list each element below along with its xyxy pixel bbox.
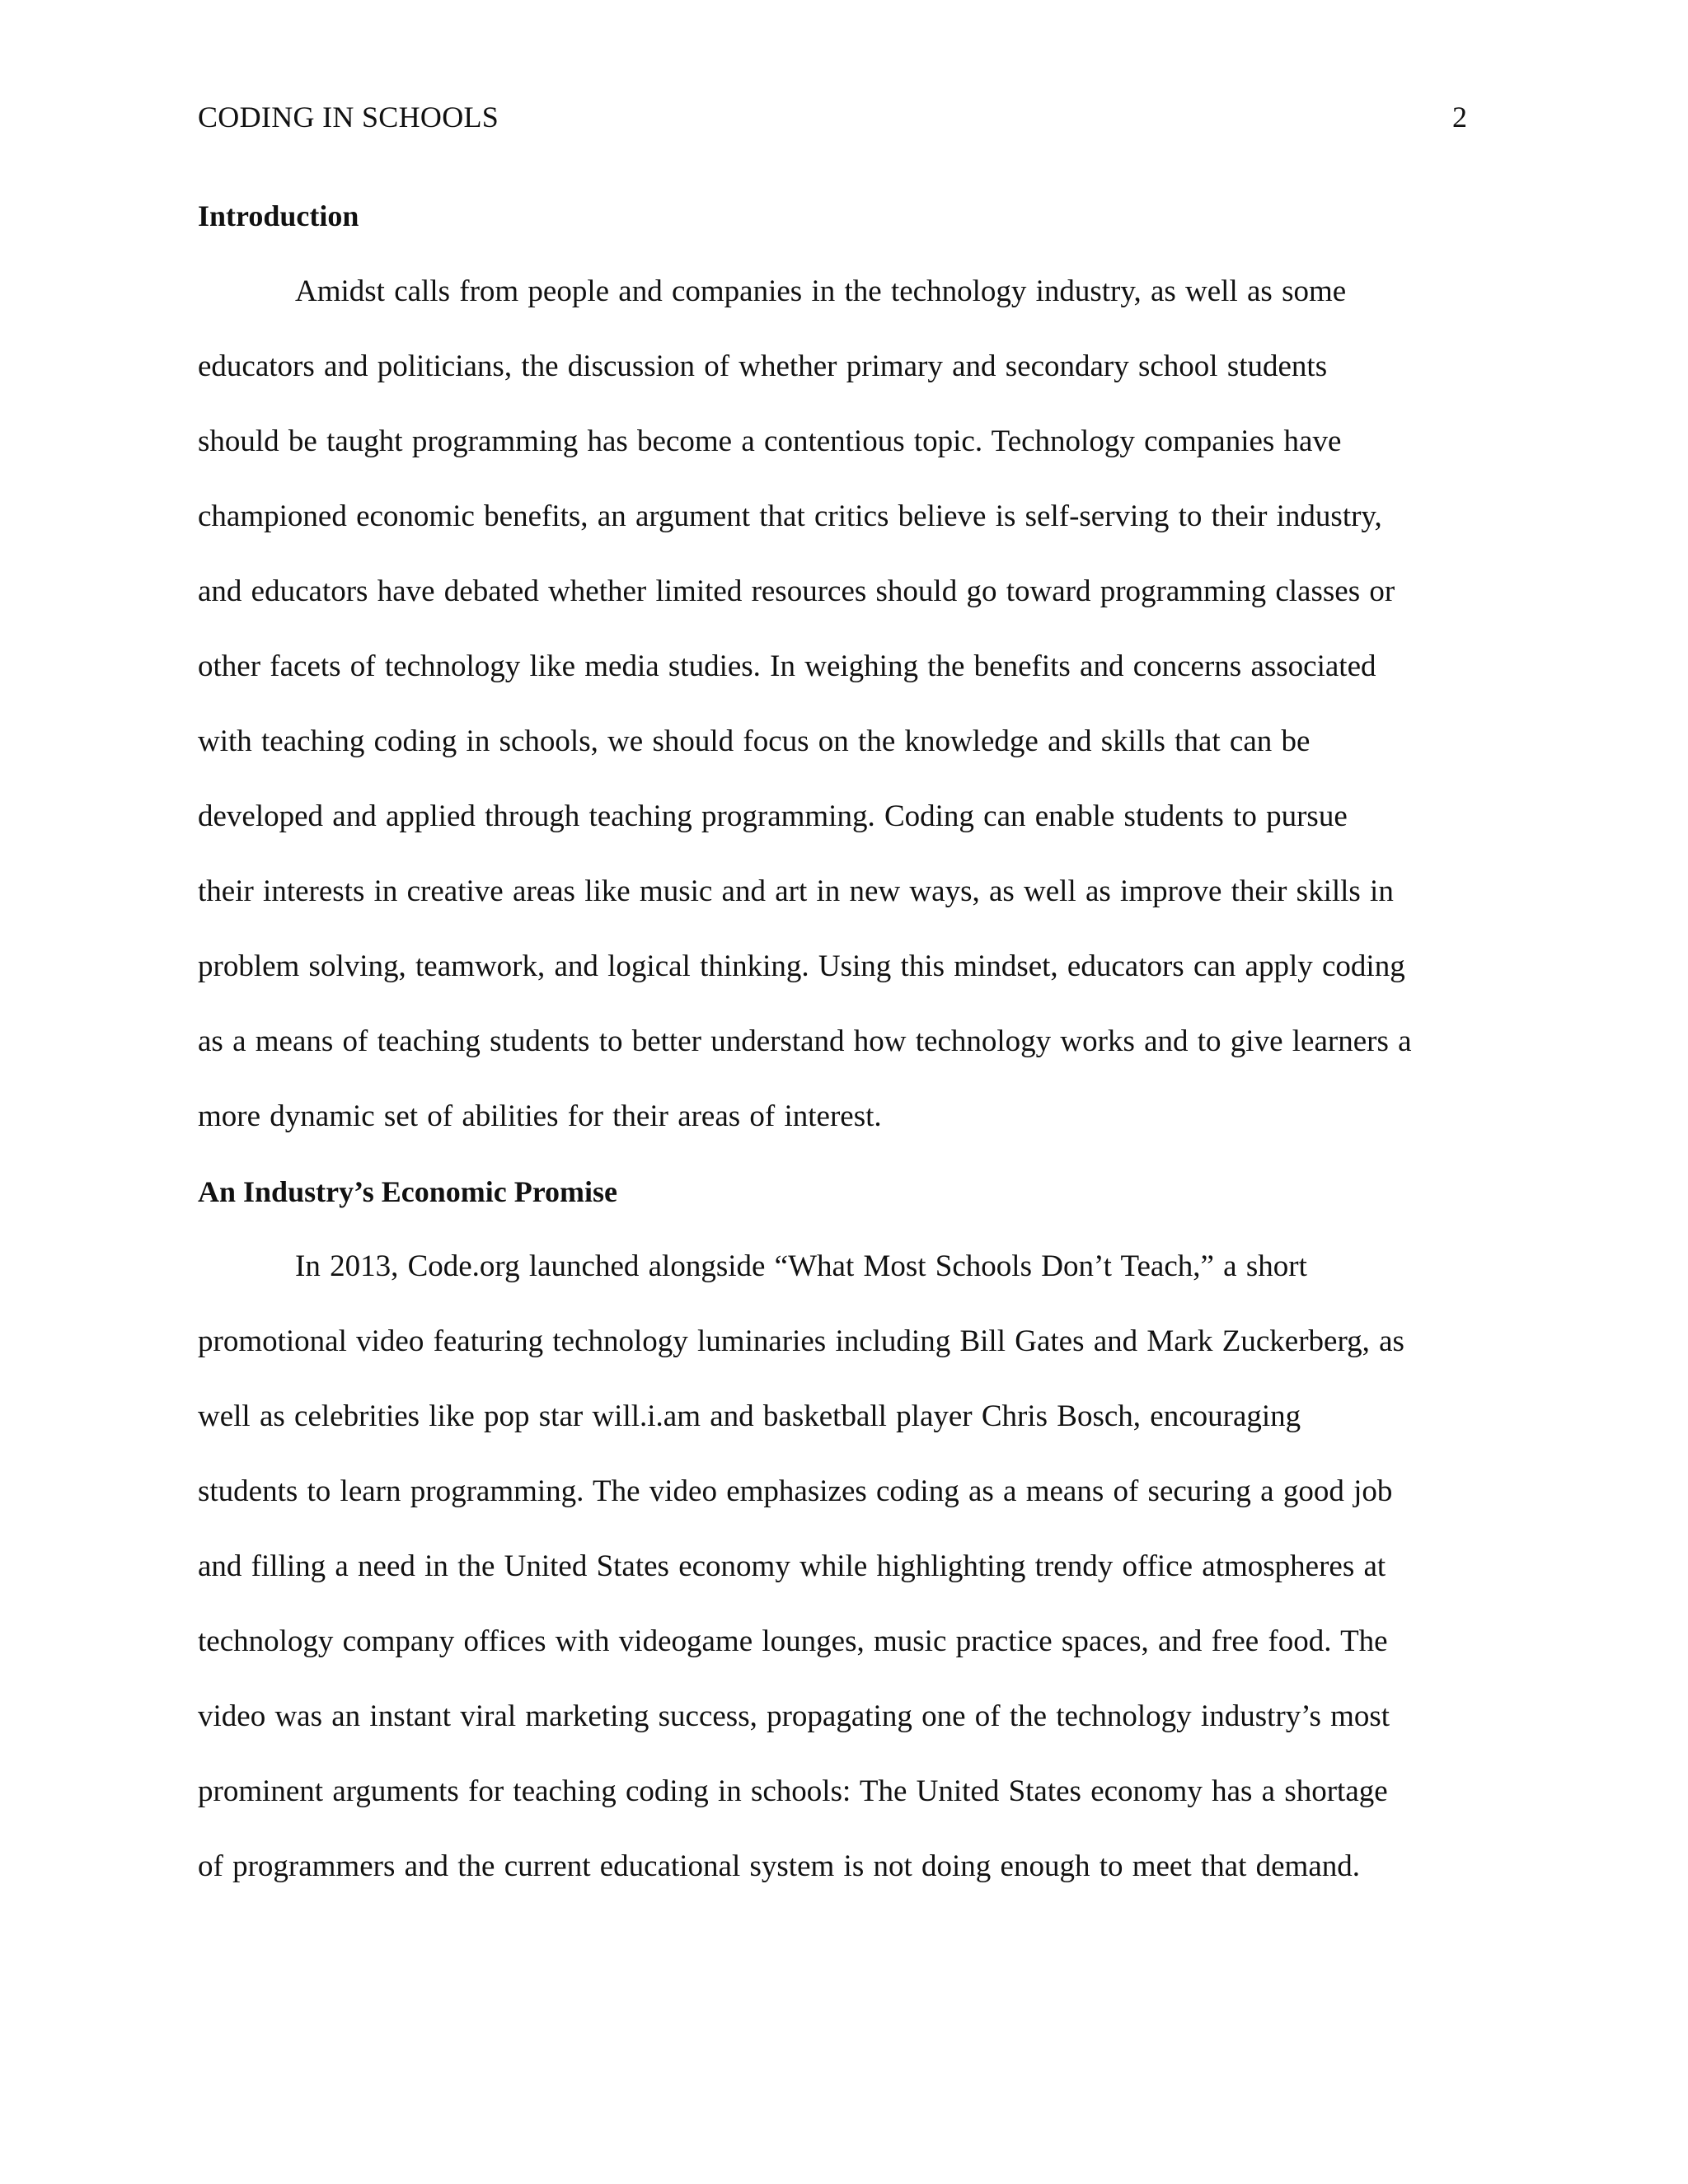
body-line: with teaching coding in schools, we should focus on the knowledge and skills that can be <box>198 724 1311 758</box>
body-line: as a means of teaching students to better understand how technology works and to give learners a <box>198 1024 1412 1058</box>
body-line: other facets of technology like media studies. In weighing the benefits and concerns associated <box>198 649 1376 683</box>
section-heading-introduction: Introduction <box>198 199 359 232</box>
page-number: 2 <box>1452 101 1467 134</box>
body-line: Amidst calls from people and companies in the technology industry, as well as some <box>295 274 1347 308</box>
body-line: and filling a need in the United States economy while highlighting trendy office atmospheres at <box>198 1549 1386 1583</box>
body-line: should be taught programming has become a contentious topic. Technology companies have <box>198 424 1342 458</box>
body-line: educators and politicians, the discussion of whether primary and secondary school students <box>198 349 1328 383</box>
body-line: and educators have debated whether limited resources should go toward programming classes or <box>198 574 1395 608</box>
running-head: CODING IN SCHOOLS <box>198 101 499 134</box>
body-line: promotional video featuring technology luminaries including Bill Gates and Mark Zuckerberg, as <box>198 1324 1404 1358</box>
body-line: In 2013, Code.org launched alongside “What Most Schools Don’t Teach,” a short <box>295 1249 1307 1283</box>
body-line: more dynamic set of abilities for their areas of interest. <box>198 1099 882 1133</box>
body-line: students to learn programming. The video emphasizes coding as a means of securing a good job <box>198 1474 1393 1508</box>
body-line: developed and applied through teaching programming. Coding can enable students to pursue <box>198 799 1348 833</box>
body-line: prominent arguments for teaching coding in schools: The United States economy has a shortage <box>198 1774 1388 1808</box>
body-line: problem solving, teamwork, and logical thinking. Using this mindset, educators can apply coding <box>198 949 1405 983</box>
section-heading-economic-promise: An Industry’s Economic Promise <box>198 1175 618 1208</box>
body-line: of programmers and the current educational system is not doing enough to meet that demand. <box>198 1849 1360 1883</box>
body-line: video was an instant viral marketing success, propagating one of the technology industry’s most <box>198 1699 1390 1733</box>
body-line: well as celebrities like pop star will.i.am and basketball player Chris Bosch, encouraging <box>198 1399 1301 1433</box>
body-line: technology company offices with videogame lounges, music practice spaces, and free food. The <box>198 1624 1388 1658</box>
body-line: championed economic benefits, an argument that critics believe is self-serving to their industry, <box>198 499 1382 533</box>
body-line: their interests in creative areas like music and art in new ways, as well as improve their skills in <box>198 874 1394 908</box>
